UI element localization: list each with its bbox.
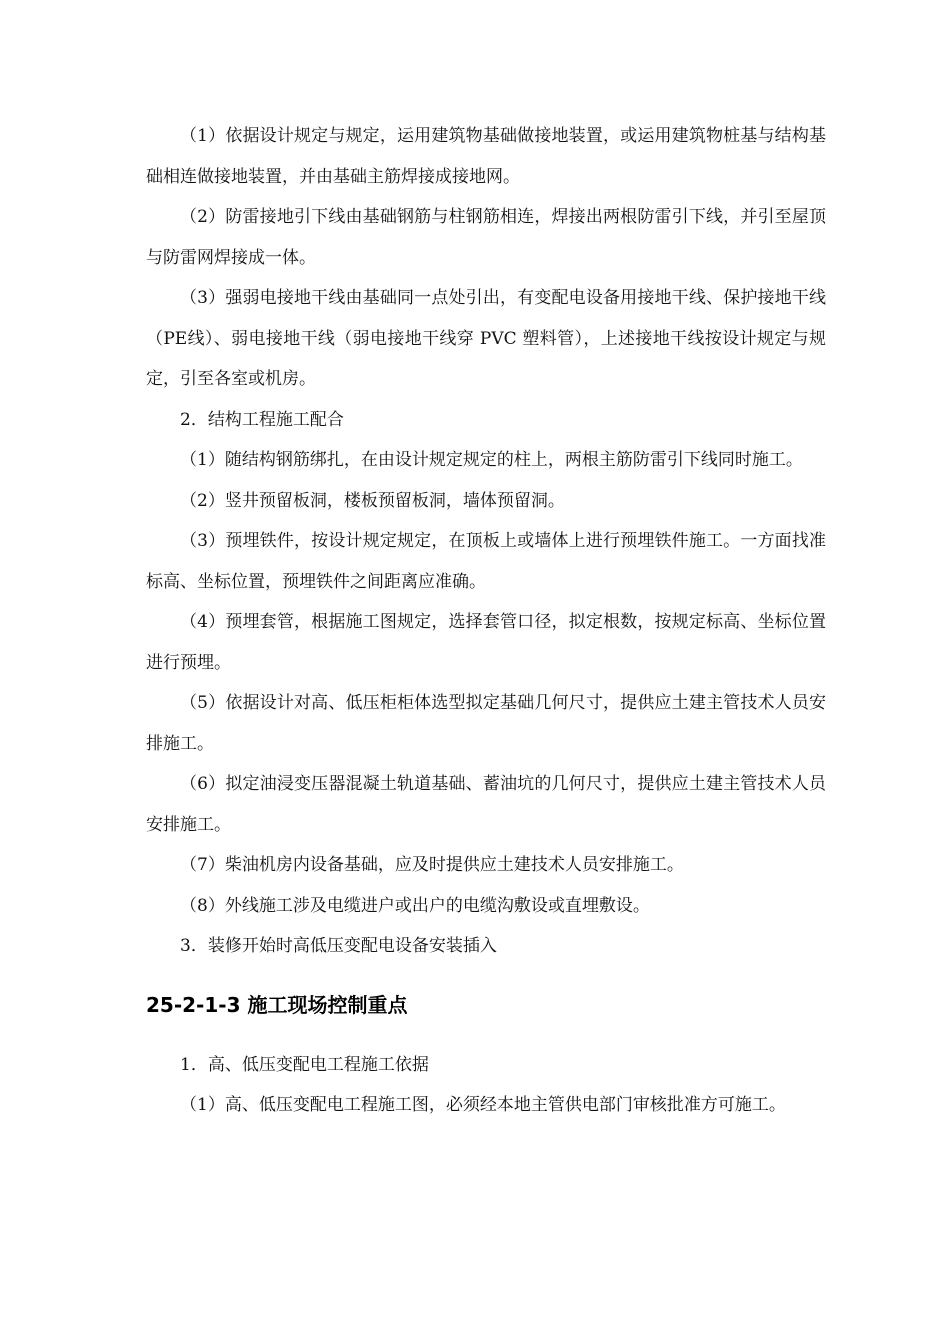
section-subheading: 2．结构工程施工配合 [180, 409, 344, 430]
paragraph: （3）强弱电接地干线由基础同一点处引出，有变配电设备用接地干线、保护接地干线（PE线）、弱电接地干线（弱电接地干线穿 PVC 塑料管），上述接地干线按设计规定与规定，引至各室或机房。 [146, 288, 826, 389]
section-subheading: 3．装修开始时高低压变配电设备安装插入 [180, 936, 497, 956]
section-heading: 25-2-1-3 施工现场控制重点 [146, 992, 408, 1017]
paragraph: （1）随结构钢筋绑扎，在由设计规定规定的柱上，两根主筋防雷引下线同时施工。 [180, 450, 803, 470]
paragraph: （1）高、低压变配电工程施工图，必须经本地主管供电部门审核批准方可施工。 [180, 1095, 786, 1115]
paragraph: （2）防雷接地引下线由基础钢筋与柱钢筋相连，焊接出两根防雷引下线，并引至屋顶与防雷网焊接成一体。 [146, 207, 826, 268]
document-body [146, 116, 826, 1126]
paragraph: （8）外线施工涉及电缆进户或出户的电缆沟敷设或直埋敷设。 [180, 895, 650, 916]
paragraph: （7）柴油机房内设备基础，应及时提供应土建技术人员安排施工。 [180, 855, 684, 875]
paragraph: （4）预埋套管，根据施工图规定，选择套管口径，拟定根数，按规定标高、坐标位置进行预埋。 [146, 612, 826, 673]
paragraph: （2）竖井预留板洞，楼板预留板洞，墙体预留洞。 [180, 490, 565, 511]
paragraph: （5）依据设计对高、低压柜柜体选型拟定基础几何尺寸，提供应土建主管技术人员安排施工。 [146, 693, 826, 754]
paragraph: （3）预埋铁件，按设计规定规定，在顶板上或墙体上进行预埋铁件施工。一方面找准标高、坐标位置，预埋铁件之间距离应准确。 [146, 531, 826, 592]
paragraph: （1）依据设计规定与规定，运用建筑物基础做接地装置，或运用建筑物桩基与结构基础相连做接地装置，并由基础主筋焊接成接地网。 [146, 126, 826, 187]
section-subheading: 1．高、低压变配电工程施工依据 [180, 1054, 429, 1075]
paragraph: （6）拟定油浸变压器混凝土轨道基础、蓄油坑的几何尺寸，提供应土建主管技术人员安排施工。 [146, 774, 826, 835]
